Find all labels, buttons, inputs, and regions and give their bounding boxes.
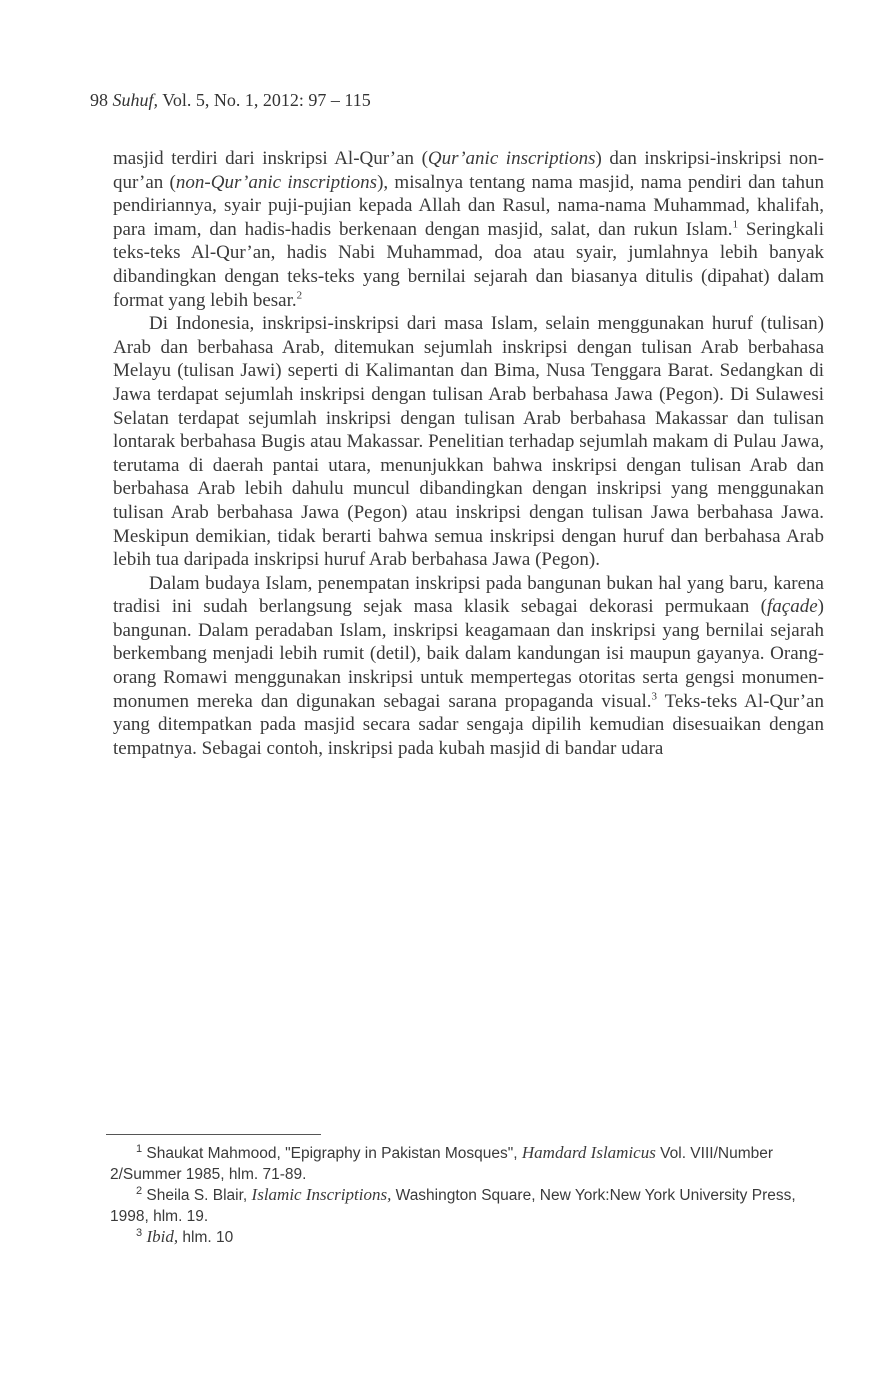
footnote-2 — [110, 1185, 824, 1227]
paragraph-2: Di Indonesia, inskripsi-inskripsi dari masa Islam, selain menggunakan huruf (tulisan) Arab dan berbahasa Arab, ditemukan sejumlah inskripsi dengan tulisan Arab berbahasa Melayu (tulisan Jawi) seperti di Kalimantan dan Bima, Nusa Tenggara Barat. Sedangkan di Jawa terdapat sejumlah inskripsi dengan tulisan Arab berbahasa Jawa (Pegon). Di Sulawesi Selatan terdapat sejumlah inskripsi dengan tulisan Arab berbahasa Makassar dan tulisan lontarak berbahasa Bugis atau Makassar. Penelitian terhadap sejumlah makam di Pulau Jawa, terutama di daerah pantai utara, menunjukkan bahwa inskripsi dengan tulisan Arab dan berbahasa Arab lebih dahulu muncul dibandingkan dengan inskripsi yang menggunakan tulisan Arab berbahasa Jawa (Pegon) atau inskripsi dengan tulisan Jawa berbahasa Jawa. Meskipun demikian, tidak berarti bahwa semua inskripsi dengan huruf dan berbahasa Arab lebih tua daripada inskripsi huruf Arab berbahasa Jawa (Pegon). — [113, 313, 824, 571]
paragraph-1 — [113, 147, 824, 312]
footnote-divider — [106, 1134, 321, 1135]
text-run: hlm. 10 — [178, 1229, 234, 1246]
body-text — [113, 147, 824, 760]
italic-title: Islamic Inscriptions, — [251, 1185, 392, 1204]
page-number: 98 — [90, 90, 108, 110]
paragraph-3 — [113, 572, 824, 761]
footnote-number: 3 — [136, 1226, 143, 1239]
footnotes — [110, 1143, 824, 1249]
text-run: ) dan inskripsi-inskripsi non-qur’an ( — [113, 148, 824, 193]
footnote-ref-2[interactable]: 2 — [296, 289, 303, 302]
text-run: Dalam budaya Islam, penempatan inskripsi pada bangunan bukan hal yang baru, karena tradisi ini sudah berlangsung sejak masa klasik sebagai dekorasi permukaan ( — [113, 572, 824, 618]
footnote-1 — [110, 1143, 824, 1185]
journal-title: Suhuf, — [112, 90, 159, 110]
text-run: Sheila S. Blair, — [142, 1187, 252, 1204]
footnote-ref-1[interactable]: 1 — [732, 218, 739, 231]
text-run: Washington Square, New York:New York University Press, 1998, hlm. 19. — [110, 1187, 796, 1225]
italic-term: Qur’anic inscriptions — [427, 148, 596, 169]
text-run: ) bangunan. Dalam peradaban Islam, inskripsi keagamaan dan inskripsi yang bernilai sejarah berkembang menjadi lebih rumit (detil), baik dalam kandungan isi maupun gayanya. Orang-orang Romawi menggunakan inskripsi untuk mempertegas otoritas serta gengsi monumen-monumen mereka dan digunakan sebagai sarana propaganda visual. — [113, 596, 824, 712]
text-run: ), misalnya tentang nama masjid, nama pendiri dan tahun pendiriannya, syair puji-pujian kepada Allah dan Rasul, nama-nama Muhammad, khalifah, para imam, dan hadis-hadis berkenaan dengan masjid, salat, dan rukun Islam. — [113, 171, 824, 240]
footnote-number: 1 — [136, 1142, 143, 1155]
text-run: masjid terdiri dari inskripsi Al-Qur’an ( — [113, 148, 428, 169]
text-run: Shaukat Mahmood, "Epigraphy in Pakistan Mosques", — [142, 1145, 522, 1162]
running-header — [90, 90, 371, 111]
footnote-ref-3[interactable]: 3 — [651, 690, 658, 703]
issue-citation: Vol. 5, No. 1, 2012: 97 – 115 — [162, 90, 371, 110]
text-run: Vol. VIII/Number 2/Summer 1985, hlm. 71-89. — [110, 1145, 774, 1183]
italic-term: non-Qur’anic inscriptions — [175, 171, 378, 193]
footnote-3 — [110, 1227, 824, 1249]
text-run: Seringkali teks-teks Al-Qur’an, hadis Nabi Muhammad, doa atau syair, jumlahnya lebih banyak dibandingkan dengan teks-teks yang bernilai sejarah dan biasanya ditulis (dipahat) dalam format yang lebih besar. — [113, 218, 824, 311]
text-run: Teks-teks Al-Qur’an yang ditempatkan pada masjid secara sadar sengaja dipilih kemudian disesuaikan dengan tempatnya. Sebagai contoh, inskripsi pada kubah masjid di bandar udara — [113, 690, 824, 759]
footnote-number: 2 — [136, 1184, 143, 1197]
italic-title: Ibid, — [146, 1227, 179, 1246]
italic-term: façade — [767, 596, 818, 618]
italic-title: Hamdard Islamicus — [521, 1143, 656, 1162]
